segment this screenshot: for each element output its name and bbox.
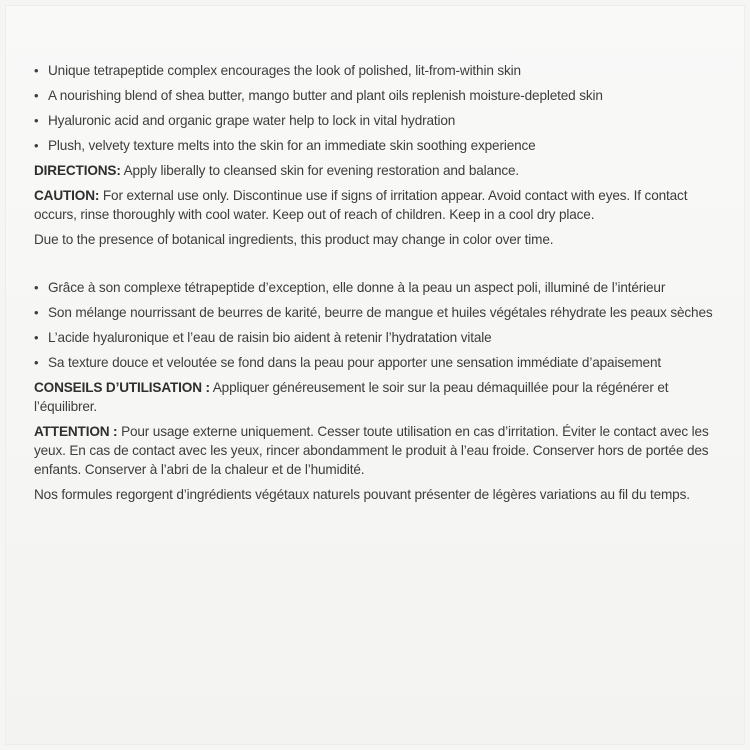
english-section — [34, 61, 724, 249]
english-caution-label: CAUTION: — [34, 188, 100, 203]
french-bullet-3: • L’acide hyaluronique et l’eau de raisin bio aident à retenir l’hydratation vitale — [34, 328, 724, 347]
french-bullet-1: • Grâce à son complexe tétrapeptide d’exception, elle donne à la peau un aspect poli, illuminé de l’intérieur — [34, 278, 724, 297]
english-directions-text: Apply liberally to cleansed skin for evening restoration and balance. — [120, 163, 520, 178]
english-caution — [34, 186, 724, 224]
french-section — [34, 278, 724, 504]
english-bullet-1: • Unique tetrapeptide complex encourages the look of polished, lit-from-within skin — [34, 61, 724, 80]
section-spacer — [34, 255, 724, 278]
french-caution-text: Pour usage externe uniquement. Cesser toute utilisation en cas d’irritation. Éviter le contact avec les yeux. En cas de contact avec les yeux, rincer abondamment le produit à l’eau froide. Conserver hors de portée des enfants. Conserver à l’abri de la chaleur et de l’humidité. — [34, 424, 709, 477]
english-bullet-2: • A nourishing blend of shea butter, mango butter and plant oils replenish moisture-depleted skin — [34, 86, 724, 105]
english-directions — [34, 161, 724, 180]
english-bullet-4: • Plush, velvety texture melts into the skin for an immediate skin soothing experience — [34, 136, 724, 155]
product-label-panel — [5, 5, 745, 745]
french-bullet-4: • Sa texture douce et veloutée se fond dans la peau pour apporter une sensation immédiate d’apaisement — [34, 353, 724, 372]
french-directions-text: Appliquer généreusement le soir sur la peau démaquillée pour la régénérer et l’équilibrer. — [34, 380, 669, 414]
french-directions-label: CONSEILS D’UTILISATION : — [34, 380, 210, 395]
french-caution-label: ATTENTION : — [34, 424, 118, 439]
label-text-block — [34, 61, 724, 510]
english-bullet-3: • Hyaluronic acid and organic grape water help to lock in vital hydration — [34, 111, 724, 130]
french-note: Nos formules regorgent d’ingrédients végétaux naturels pouvant présenter de légères variations au fil du temps. — [34, 487, 690, 502]
french-caution — [34, 422, 724, 479]
english-directions-label: DIRECTIONS: — [34, 163, 121, 178]
french-directions — [34, 378, 724, 416]
english-caution-text: For external use only. Discontinue use if signs of irritation appear. Avoid contact with eyes. If contact occurs, rinse thoroughly with cool water. Keep out of reach of children. Keep in a cool dry place. — [34, 188, 688, 222]
english-note: Due to the presence of botanical ingredients, this product may change in color over time. — [34, 232, 554, 247]
french-bullet-2: • Son mélange nourrissant de beurres de karité, beurre de mangue et huiles végétales réhydrate les peaux sèches — [34, 303, 724, 322]
